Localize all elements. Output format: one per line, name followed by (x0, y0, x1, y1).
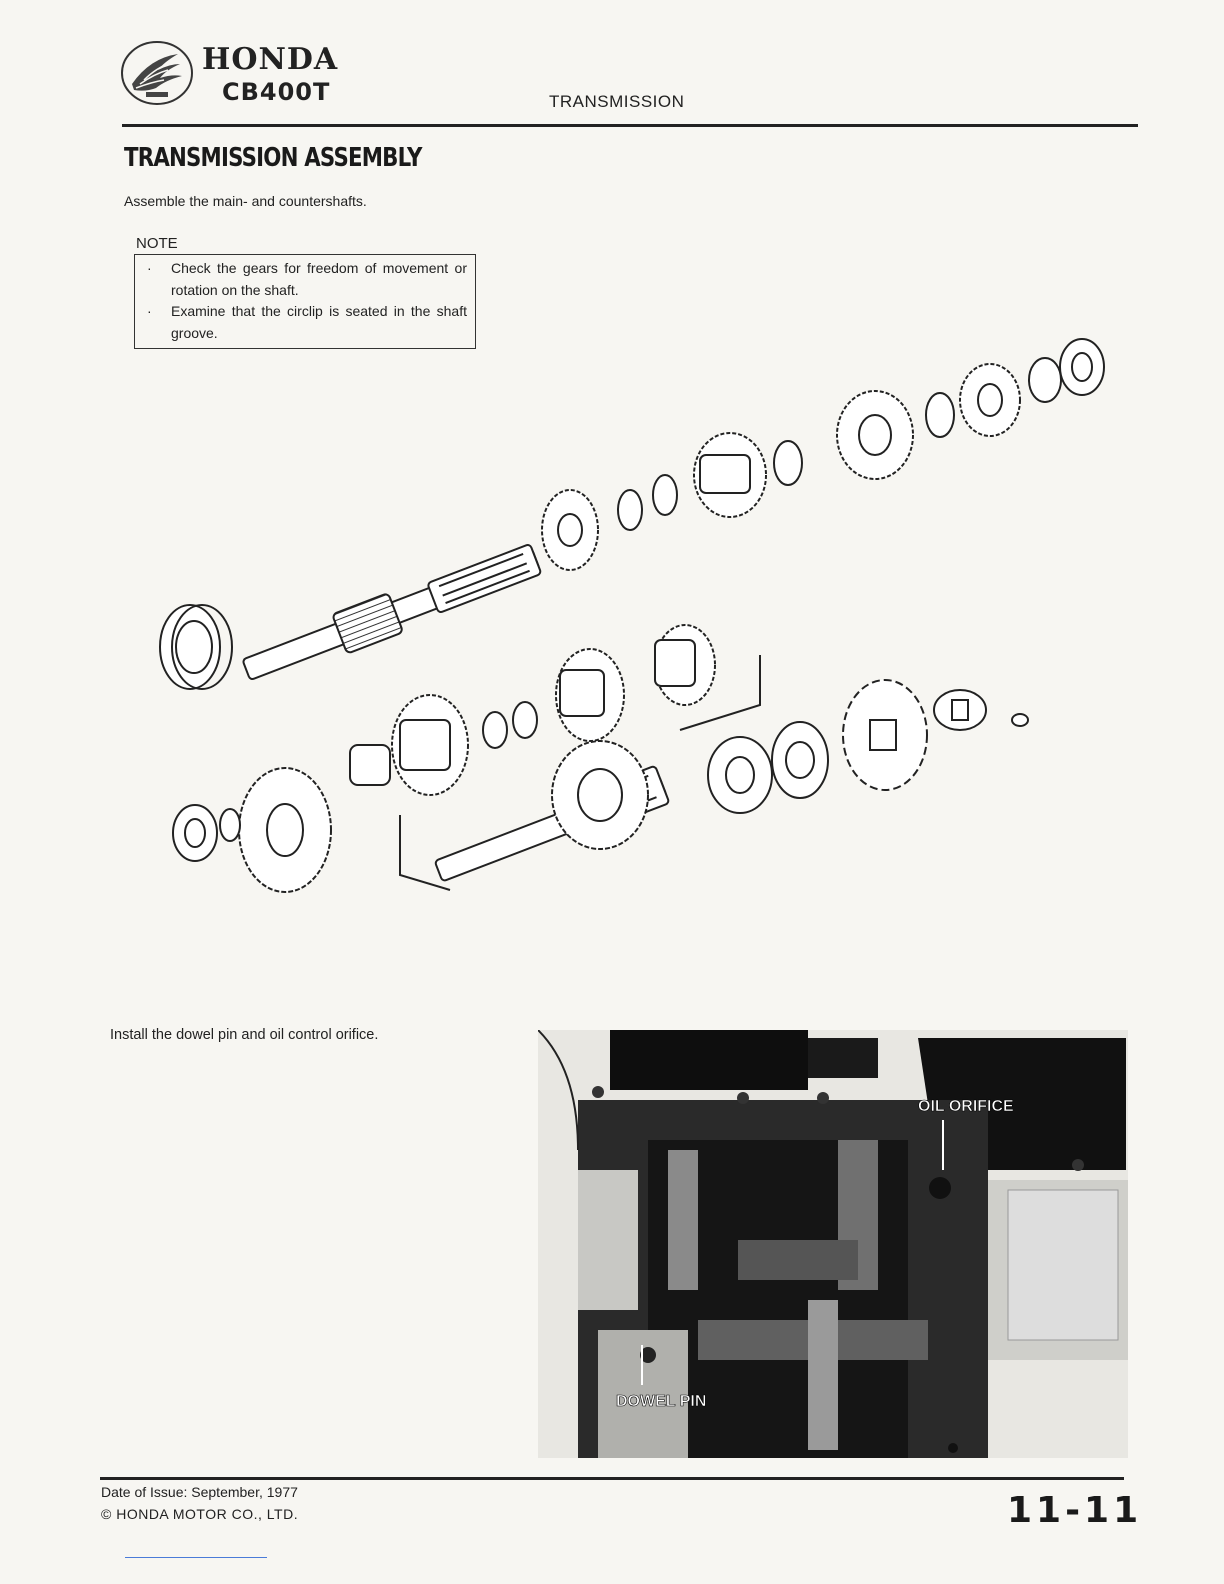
section-title: TRANSMISSION (549, 92, 685, 111)
needle-bearing (173, 805, 217, 861)
crankcase-photo (538, 1030, 1128, 1458)
note-item (147, 258, 467, 301)
footer-divider (100, 1477, 1124, 1480)
note-item-text: Check the gears for freedom of movement or rotation on the shaft. (171, 260, 467, 298)
honda-wing-logo (120, 40, 194, 106)
model-name: CB400T (222, 78, 331, 106)
countershaft-gear (556, 649, 624, 741)
bearing (772, 722, 828, 798)
mainshaft-gear (960, 364, 1020, 436)
mainshaft (239, 539, 543, 689)
bullet-icon: · (147, 303, 152, 319)
sprocket-plate (934, 690, 986, 730)
page-title: TRANSMISSION ASSEMBLY (124, 143, 422, 173)
copyright: © HONDA MOTOR CO., LTD. (101, 1506, 299, 1522)
note-label: NOTE (136, 235, 178, 252)
bullet-icon: · (147, 260, 152, 276)
link-underline[interactable] (125, 1557, 267, 1558)
countershaft-gear (239, 768, 331, 892)
instruction-text: Install the dowel pin and oil control orifice. (110, 1027, 379, 1043)
oil-seal (708, 737, 772, 813)
header-divider (122, 124, 1138, 127)
countershaft-gear (655, 625, 715, 705)
page-number: 11-11 (1007, 1490, 1143, 1531)
countershaft-gear (552, 741, 648, 849)
mainshaft-gear (837, 391, 913, 479)
countershaft-gear (392, 695, 468, 795)
mainshaft-gear (694, 433, 766, 517)
needle-bearing (1060, 339, 1104, 395)
instruction-text: Assemble the main- and countershafts. (124, 193, 367, 209)
transmission-exploded-diagram (140, 335, 1120, 915)
issue-date: Date of Issue: September, 1977 (101, 1484, 298, 1500)
mainshaft-gear (542, 490, 598, 570)
photo-callout-dowel-pin: DOWEL PIN (616, 1393, 707, 1410)
brand-name: HONDA (202, 42, 339, 77)
note-item-text: Examine that the circlip is seated in the shaft groove. (171, 303, 467, 341)
photo-callout-oil-orifice: OIL ORIFICE (918, 1098, 1014, 1115)
mainshaft-bearing (160, 605, 232, 689)
drive-sprocket (843, 680, 927, 790)
